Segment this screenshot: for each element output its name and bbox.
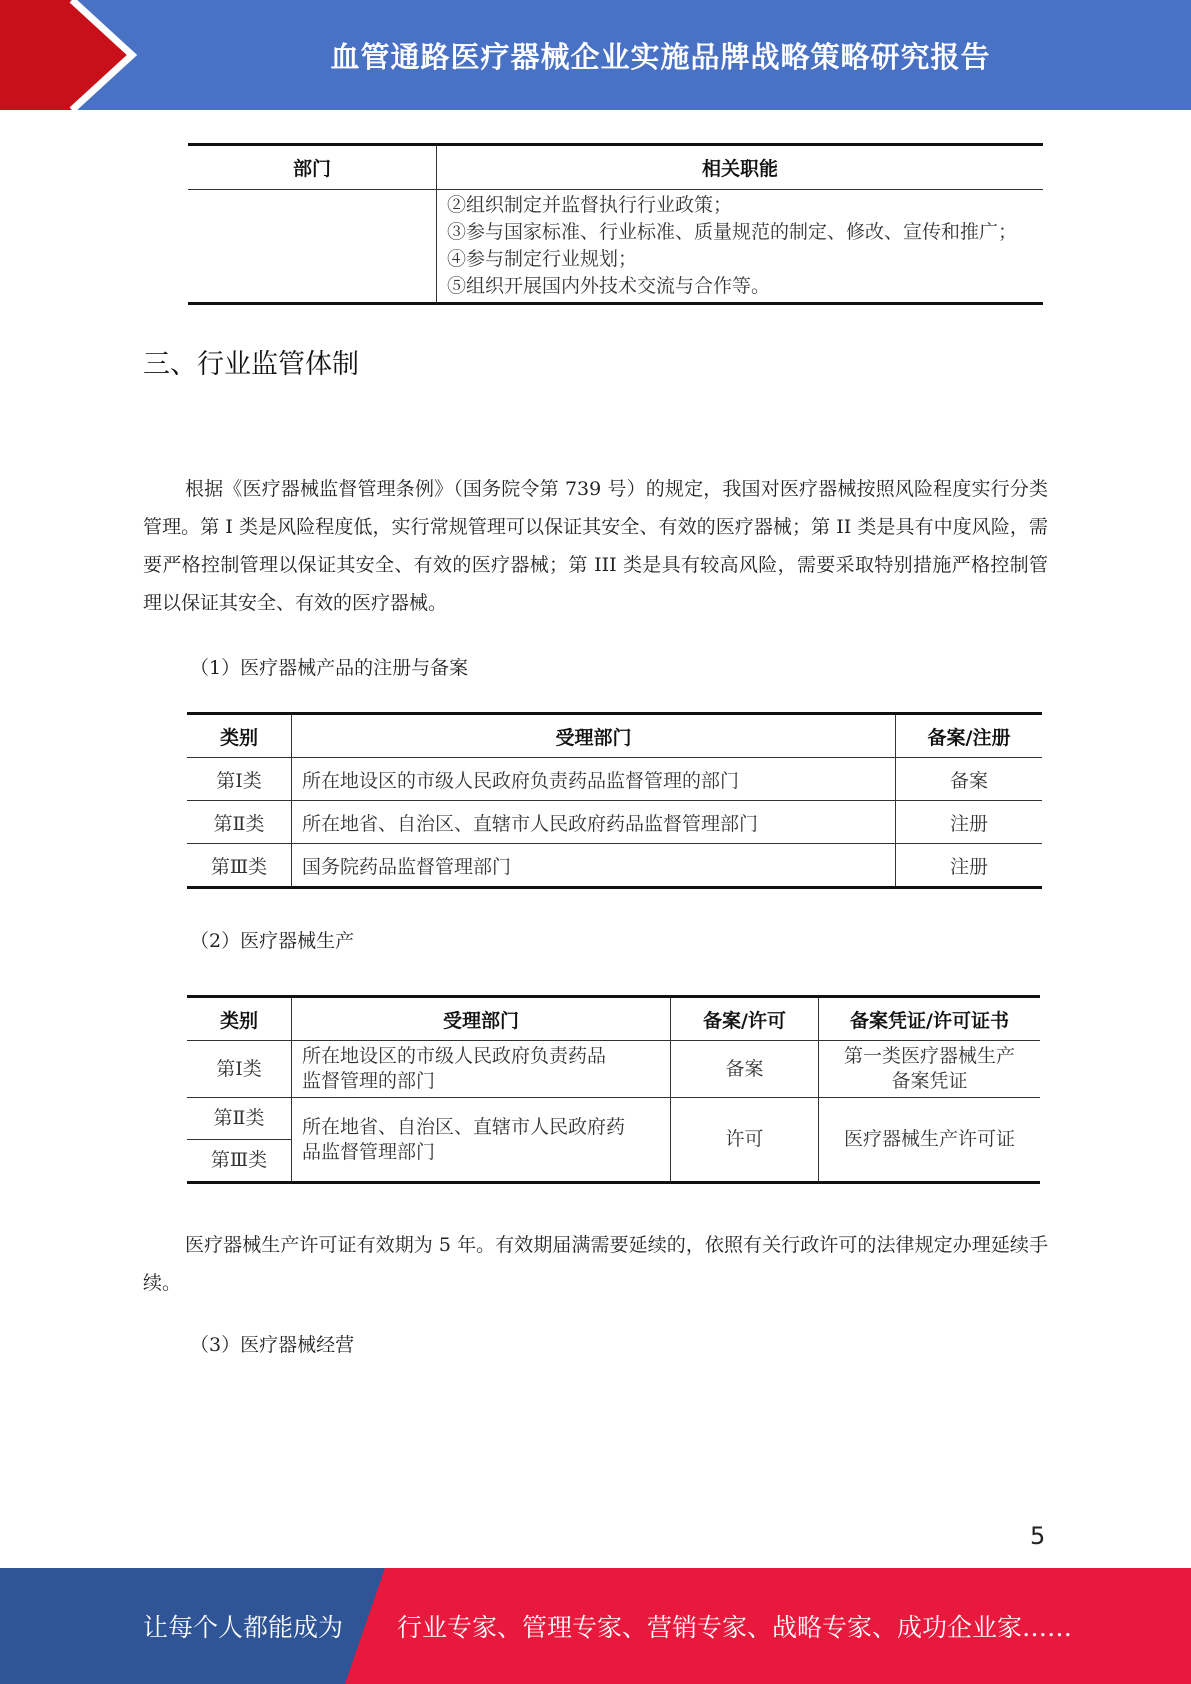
col-header-category: 类别 bbox=[219, 726, 258, 749]
function-item: ②组织制定并监督执行行业政策； bbox=[447, 194, 733, 216]
table-header-row bbox=[187, 714, 1042, 758]
functions-cell bbox=[437, 190, 1044, 304]
subheading-registration: （1）医疗器械产品的注册与备案 bbox=[190, 657, 469, 679]
category-cell: 第Ⅰ类 bbox=[216, 1057, 262, 1080]
function-item: ④参与制定行业规划； bbox=[447, 248, 638, 270]
col-header-cert: 备案凭证/许可证书 bbox=[819, 997, 1041, 1041]
dept-cell: 国务院药品监督管理部门 bbox=[292, 844, 896, 888]
dept-line: 品监督管理部门 bbox=[302, 1140, 436, 1163]
function-item: ③参与国家标准、行业标准、质量规范的制定、修改、宣传和推广； bbox=[447, 221, 1018, 243]
col-header-type: 备案/注册 bbox=[896, 714, 1043, 758]
cert-line: 备案凭证 bbox=[891, 1070, 968, 1092]
dept-line: 监督管理的部门 bbox=[302, 1070, 436, 1092]
table-row bbox=[187, 1041, 1040, 1098]
cert-cell: 医疗器械生产许可证 bbox=[819, 1098, 1041, 1183]
col-header-dept: 部门 bbox=[292, 158, 331, 180]
function-item: ⑤组织开展国内外技术交流与合作等。 bbox=[447, 275, 771, 297]
page-header bbox=[0, 0, 1191, 110]
table-row bbox=[187, 1098, 1040, 1140]
report-title: 血管通路医疗器械企业实施品牌战略策略研究报告 bbox=[330, 39, 991, 74]
category-cell: 第Ⅲ类 bbox=[210, 1149, 268, 1171]
page-footer bbox=[0, 1568, 1191, 1684]
section-title: 三、行业监管体制 bbox=[143, 349, 359, 380]
dept-cell: 所在地省、自治区、直辖市人民政府药品监督管理部门 bbox=[292, 801, 896, 844]
table-row bbox=[187, 801, 1042, 844]
dept-cell bbox=[292, 1098, 671, 1183]
category-cell: 第Ⅲ类 bbox=[210, 855, 268, 878]
table-row bbox=[187, 844, 1042, 888]
table-header-row bbox=[188, 145, 1043, 190]
subheading-production: （2）医疗器械生产 bbox=[190, 930, 355, 952]
type-cell: 备案 bbox=[671, 1041, 819, 1098]
type-cell: 备案 bbox=[896, 758, 1043, 801]
table-row bbox=[188, 190, 1043, 304]
dept-functions-table bbox=[188, 143, 1043, 305]
footer-slogan-right: 行业专家、管理专家、营销专家、战略专家、成功企业家…… bbox=[397, 1613, 1073, 1642]
paragraph-license-validity: 医疗器械生产许可证有效期为 5 年。有效期届满需要延续的，依照有关行政许可的法律规定办理延续手续。 bbox=[143, 1234, 1048, 1294]
dept-cell bbox=[188, 190, 437, 304]
type-cell: 注册 bbox=[896, 844, 1043, 888]
dept-line: 所在地设区的市级人民政府负责药品 bbox=[302, 1045, 607, 1067]
header-chevron-graphic bbox=[0, 0, 160, 110]
subheading-operation: （3）医疗器械经营 bbox=[190, 1334, 355, 1356]
col-header-dept: 受理部门 bbox=[292, 714, 896, 758]
type-cell: 注册 bbox=[896, 801, 1043, 844]
cert-cell bbox=[819, 1041, 1041, 1098]
dept-line: 所在地省、自治区、直辖市人民政府药 bbox=[302, 1115, 626, 1138]
col-header-category: 类别 bbox=[219, 1009, 258, 1032]
dept-cell: 所在地设区的市级人民政府负责药品监督管理的部门 bbox=[292, 758, 896, 801]
type-cell: 许可 bbox=[671, 1098, 819, 1183]
paragraph-classification: 根据《医疗器械监督管理条例》（国务院令第 739 号）的规定，我国对医疗器械按照风险程度实行分类管理。第 I 类是风险程度低，实行常规管理可以保证其安全、有效的医疗器械；第 II 类是具有中度风险，需要严格控制管理以保证其安全、有效的医疗器械；第 III 类是具有较高风险，需要采取特别措施严格控制管理以保证其安全、有效的医疗器械。 bbox=[143, 478, 1048, 614]
category-cell: 第Ⅱ类 bbox=[213, 1107, 265, 1129]
table-row bbox=[187, 758, 1042, 801]
category-cell: 第Ⅰ类 bbox=[216, 769, 262, 792]
registration-table bbox=[187, 712, 1042, 889]
category-cell: 第Ⅱ类 bbox=[213, 812, 265, 835]
col-header-type: 备案/许可 bbox=[671, 997, 819, 1041]
page-number: 5 bbox=[1030, 1522, 1046, 1550]
production-table bbox=[187, 995, 1040, 1184]
cert-line: 第一类医疗器械生产 bbox=[843, 1045, 1015, 1067]
col-header-functions: 相关职能 bbox=[437, 145, 1044, 190]
table-header-row bbox=[187, 997, 1040, 1041]
dept-cell bbox=[292, 1041, 671, 1098]
footer-slogan-left: 让每个人都能成为 bbox=[143, 1613, 344, 1642]
col-header-dept: 受理部门 bbox=[292, 997, 671, 1041]
